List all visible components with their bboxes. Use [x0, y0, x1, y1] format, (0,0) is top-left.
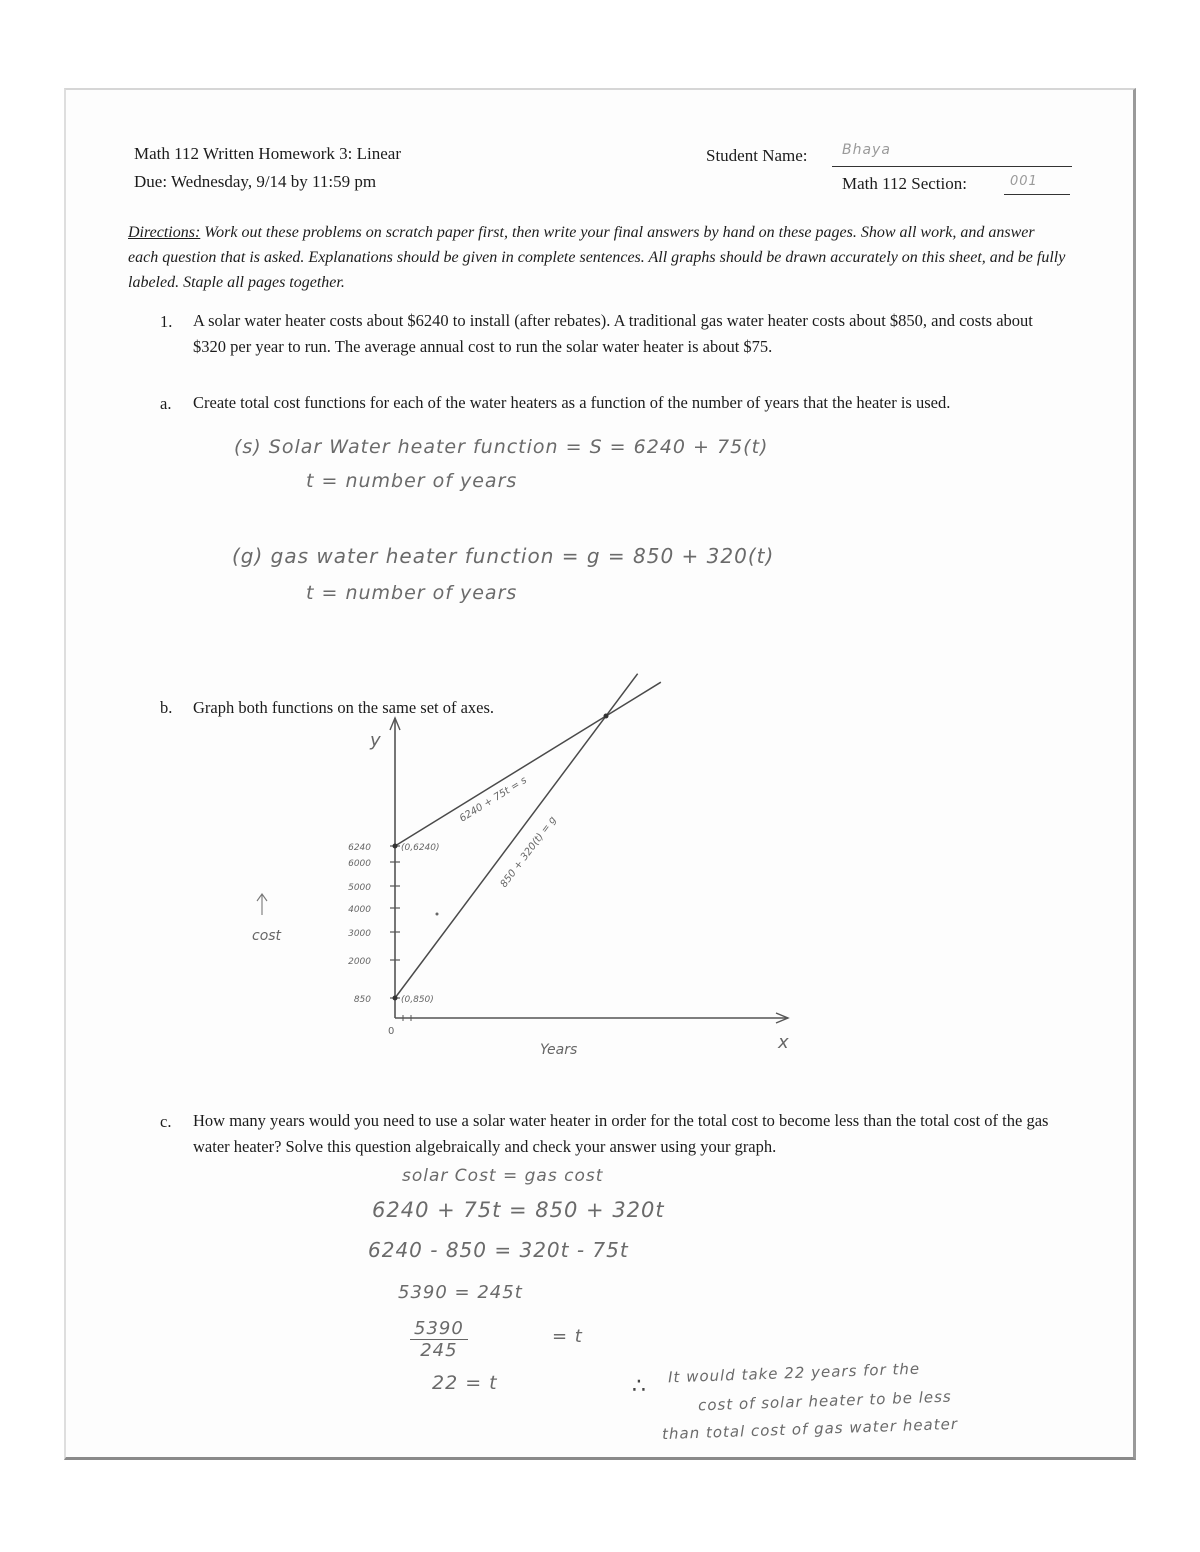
conclusion-line-2: cost of solar heater to be less	[697, 1387, 952, 1415]
work-line-4: 5390 = 245t	[398, 1282, 523, 1303]
part-c-question: How many years would you need to use a solar water heater in order for the total cost to become less than the total cost of the gas water heater? Solve this question algebraically and check your answer using your graph.	[193, 1111, 1049, 1156]
y-tick-label: 2000	[348, 957, 371, 967]
gas-variable-note: t = number of years	[306, 582, 518, 604]
solar-function-answer: (s) Solar Water heater function = S = 6240 + 75(t)	[234, 436, 769, 458]
graph-lines	[393, 674, 661, 1001]
solar-intercept-point	[393, 844, 398, 849]
therefore-symbol: ∴	[632, 1374, 647, 1399]
gas-intercept-point	[393, 996, 398, 1001]
fraction-rhs: = t	[552, 1326, 583, 1347]
student-name-value: Bhaya	[842, 142, 891, 158]
gas-intercept-label: (0,850)	[401, 995, 434, 1005]
y-tick-label: 6240	[348, 843, 371, 853]
conclusion-line-1: It would take 22 years for the	[667, 1359, 921, 1387]
work-line-6: 22 = t	[432, 1372, 498, 1394]
y-tick-label: 6000	[348, 859, 371, 869]
fraction-numerator: 5390	[410, 1318, 468, 1340]
y-tick-label: 850	[353, 995, 371, 1005]
problem-text: A solar water heater costs about $6240 to install (after rebates). A traditional gas water heater costs about $850, and costs about $320 per year to run. The average annual cost to run the solar water heater is about $75.	[193, 311, 1033, 356]
solar-intercept-label: (0,6240)	[401, 843, 440, 853]
problem-number: 1.	[160, 312, 173, 331]
directions-lead: Directions:	[128, 224, 201, 241]
directions-text: Work out these problems on scratch paper first, then write your final answers by hand on these pages. Show all work, and answer each question that is asked. Explanations should be given in complete sentences. All graphs should be drawn accurately on this sheet, and be fully labeled. Staple all pages together.	[128, 224, 1066, 291]
graph-labels	[252, 730, 789, 1058]
due-date: Due: Wednesday, 9/14 by 11:59 pm	[134, 172, 377, 191]
part-a-letter: a.	[160, 394, 172, 413]
y-axis-title: cost	[252, 928, 282, 944]
gas-function-answer: (g) gas water heater function = g = 850 + 320(t)	[232, 544, 775, 568]
work-fraction	[410, 1318, 468, 1361]
solar-variable-note: t = number of years	[306, 470, 518, 492]
section-value: 001	[1010, 174, 1038, 189]
graph-axes	[390, 718, 788, 1023]
stray-mark	[436, 913, 439, 916]
gas-line-label: 850 + 320(t) = g	[498, 814, 559, 890]
work-line-3: 6240 - 850 = 320t - 75t	[368, 1238, 629, 1262]
gas-cost-line	[395, 674, 638, 998]
y-tick-label: 5000	[348, 883, 371, 893]
course-title: Math 112 Written Homework 3: Linear	[134, 144, 402, 163]
conclusion-line-3: than total cost of gas water heater	[661, 1414, 959, 1444]
section-label: Math 112 Section:	[842, 174, 967, 193]
part-c-letter: c.	[160, 1112, 172, 1131]
y-tick-label: 4000	[348, 905, 371, 915]
cost-arrow-icon	[257, 894, 267, 915]
origin-label: 0	[388, 1026, 395, 1037]
x-axis-title: Years	[540, 1042, 578, 1058]
part-b-letter: b.	[160, 698, 173, 717]
y-axis-letter: y	[370, 730, 381, 751]
student-name-label: Student Name:	[706, 146, 808, 165]
work-line-1: solar Cost = gas cost	[402, 1166, 604, 1186]
y-tick-label: 3000	[348, 929, 371, 939]
part-b-question: Graph both functions on the same set of axes.	[193, 698, 495, 717]
part-a-question: Create total cost functions for each of the water heaters as a function of the number of years that the heater is used.	[193, 393, 951, 412]
intersection-point	[604, 714, 609, 719]
fraction-denominator: 245	[420, 1340, 458, 1361]
work-line-2: 6240 + 75t = 850 + 320t	[372, 1198, 665, 1222]
x-axis-letter: x	[778, 1032, 789, 1053]
solar-line-label: 6240 + 75t = s	[457, 774, 529, 825]
